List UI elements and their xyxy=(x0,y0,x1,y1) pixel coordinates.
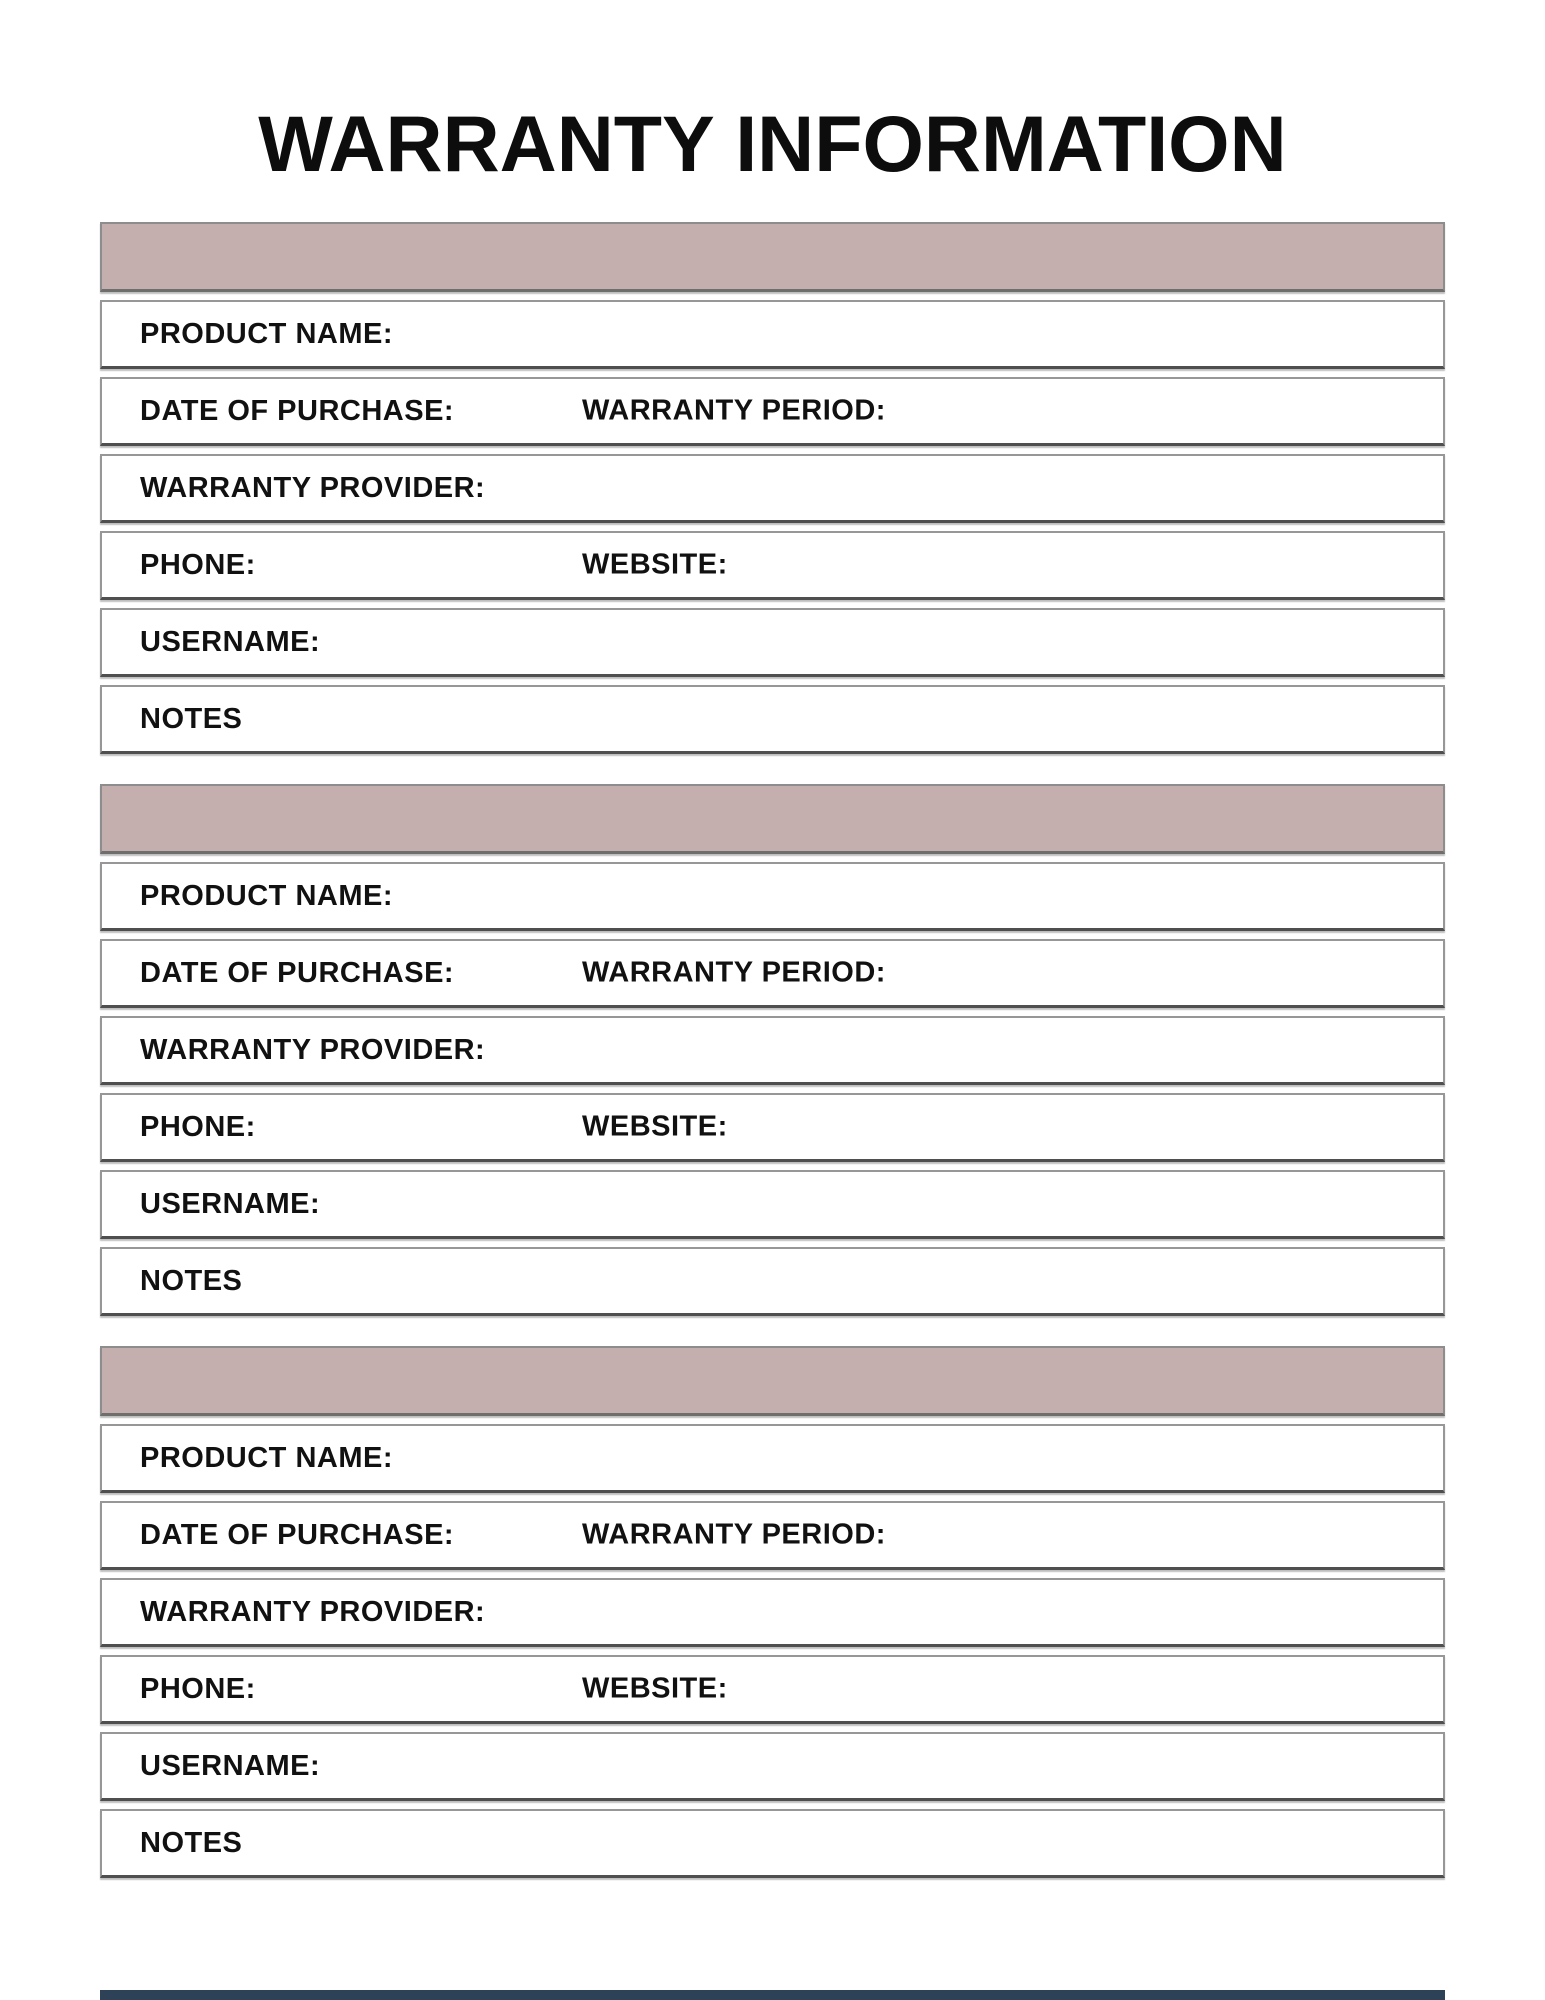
username-row xyxy=(100,1732,1445,1801)
warranty-provider-row xyxy=(100,454,1445,523)
warranty-provider-label: WARRANTY PROVIDER: xyxy=(140,1595,486,1628)
warranty-period-label: WARRANTY PERIOD: xyxy=(582,394,886,427)
phone-website-row xyxy=(100,1093,1445,1162)
username-row xyxy=(100,1170,1445,1239)
username-row xyxy=(100,608,1445,677)
warranty-section-3 xyxy=(100,1346,1445,1878)
section-header-bar xyxy=(100,1346,1445,1416)
notes-row xyxy=(100,1247,1445,1316)
username-label: USERNAME: xyxy=(140,1749,321,1782)
page-title: WARRANTY INFORMATION xyxy=(258,99,1287,188)
warranty-section-1 xyxy=(100,222,1445,754)
warranty-sections xyxy=(100,222,1445,1908)
section-header-bar xyxy=(100,784,1445,854)
notes-row xyxy=(100,1809,1445,1878)
warranty-period-label: WARRANTY PERIOD: xyxy=(582,956,886,989)
date-of-purchase-label: DATE OF PURCHASE: xyxy=(140,956,455,989)
section-header-bar xyxy=(100,222,1445,292)
date-of-purchase-label: DATE OF PURCHASE: xyxy=(140,1518,455,1551)
product-name-label: PRODUCT NAME: xyxy=(140,1441,393,1474)
warranty-provider-row xyxy=(100,1578,1445,1647)
warranty-provider-row xyxy=(100,1016,1445,1085)
username-label: USERNAME: xyxy=(140,625,321,658)
notes-label: NOTES xyxy=(140,702,243,735)
phone-website-row xyxy=(100,531,1445,600)
date-warranty-row xyxy=(100,939,1445,1008)
notes-label: NOTES xyxy=(140,1264,243,1297)
product-name-row xyxy=(100,1424,1445,1493)
product-name-label: PRODUCT NAME: xyxy=(140,879,393,912)
product-name-label: PRODUCT NAME: xyxy=(140,317,393,350)
notes-row xyxy=(100,685,1445,754)
date-of-purchase-label: DATE OF PURCHASE: xyxy=(140,394,455,427)
warranty-provider-label: WARRANTY PROVIDER: xyxy=(140,1033,486,1066)
notes-label: NOTES xyxy=(140,1826,243,1859)
website-label: WEBSITE: xyxy=(582,548,728,581)
warranty-section-2 xyxy=(100,784,1445,1316)
warranty-provider-label: WARRANTY PROVIDER: xyxy=(140,471,486,504)
product-name-row xyxy=(100,300,1445,369)
phone-label: PHONE: xyxy=(140,1110,256,1143)
username-label: USERNAME: xyxy=(140,1187,321,1220)
phone-website-row xyxy=(100,1655,1445,1724)
product-name-row xyxy=(100,862,1445,931)
next-section-header-cutoff-bar xyxy=(100,1990,1445,2000)
date-warranty-row xyxy=(100,377,1445,446)
date-warranty-row xyxy=(100,1501,1445,1570)
phone-label: PHONE: xyxy=(140,1672,256,1705)
website-label: WEBSITE: xyxy=(582,1672,728,1705)
website-label: WEBSITE: xyxy=(582,1110,728,1143)
phone-label: PHONE: xyxy=(140,548,256,581)
warranty-period-label: WARRANTY PERIOD: xyxy=(582,1518,886,1551)
